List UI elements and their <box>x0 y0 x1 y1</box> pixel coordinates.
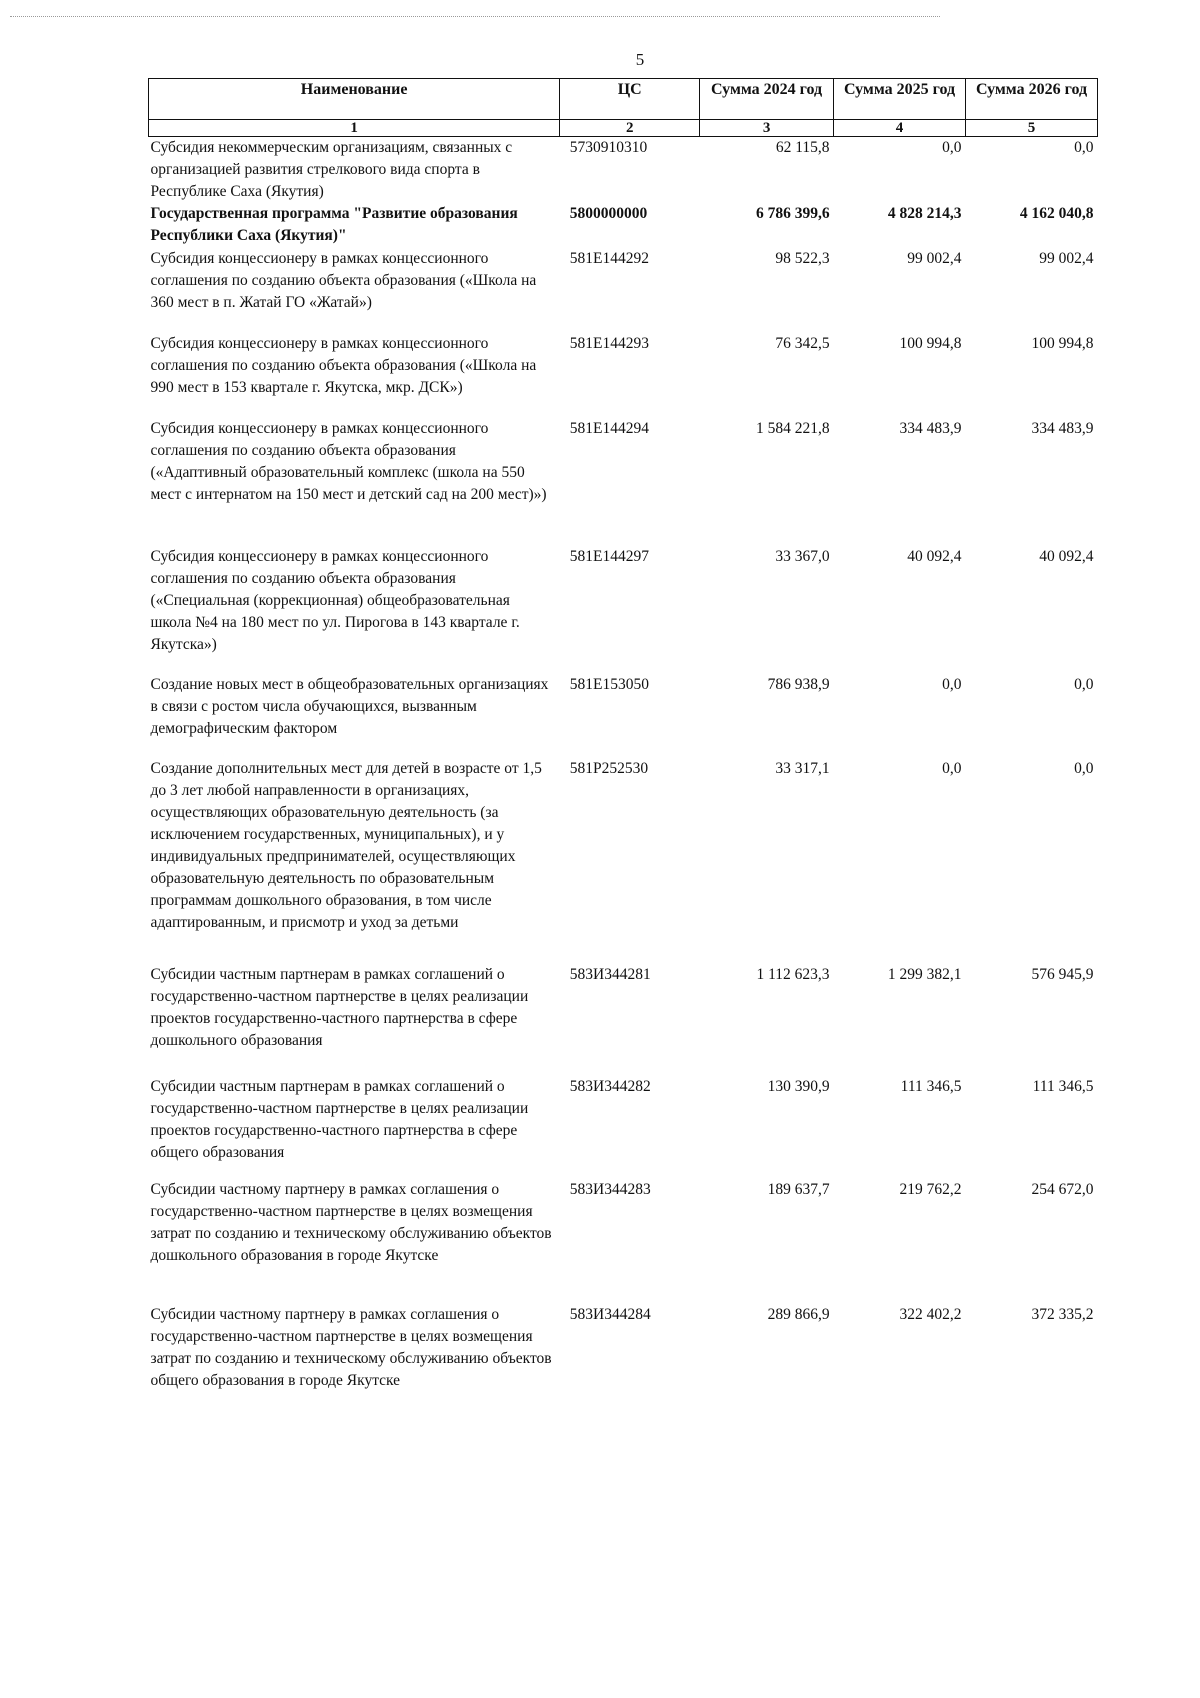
row-name: Субсидии частным партнерам в рамках соглашений о государственно-частном партнерстве в целях реализации проектов государственно-частного партнерства в сфере дошкольного образования <box>150 966 529 1049</box>
table-row <box>149 203 1098 248</box>
row-cs-code: 5730910310 <box>569 139 648 156</box>
row-name: Субсидия концессионеру в рамках концессионного соглашения по созданию объекта образования («Школа на 990 мест в 153 квартале г. Якутска, мкр. ДСК») <box>150 335 537 396</box>
row-name: Государственная программа "Развитие образования Республики Саха (Якутия)" <box>150 205 518 244</box>
header-name: Наименование <box>149 79 560 120</box>
row-cs-code: 583И344281 <box>569 966 651 983</box>
table-row <box>149 418 1098 546</box>
row-sum-2026: 40 092,4 <box>1039 548 1094 565</box>
column-number-row <box>149 120 1098 137</box>
row-sum-2025: 0,0 <box>942 760 962 777</box>
row-cs-code: 581P252530 <box>569 760 649 777</box>
row-sum-2026: 4 162 040,8 <box>1019 205 1094 222</box>
row-sum-2026: 576 945,9 <box>1031 966 1094 983</box>
header-2024: Сумма 2024 год <box>700 79 834 120</box>
row-name: Субсидия некоммерческим организациям, связанных с организацией развития стрелкового вида спорта в Республике Саха (Якутия) <box>150 139 513 200</box>
table-row <box>149 674 1098 758</box>
row-name: Субсидия концессионеру в рамках концессионного соглашения по созданию объекта образования («Специальная (коррекционная) общеобразовательная школа №4 на 180 мест по ул. Пирогова в 143 квартале г. Якутска») <box>150 548 520 653</box>
column-number: 2 <box>560 120 700 137</box>
row-sum-2026: 0,0 <box>1074 760 1094 777</box>
row-sum-2025: 334 483,9 <box>899 420 962 437</box>
row-sum-2026: 0,0 <box>1074 139 1094 156</box>
row-name: Субсидии частному партнеру в рамках соглашения о государственно-частном партнерстве в целях возмещения затрат по созданию и техническому обслуживанию объектов общего образования в городе Якутске <box>150 1306 552 1389</box>
page-number: 5 <box>635 50 645 69</box>
row-sum-2024: 33 367,0 <box>775 548 830 565</box>
table-row <box>149 964 1098 1076</box>
row-cs-code: 583И344283 <box>569 1181 651 1198</box>
row-cs-code: 581E144294 <box>569 420 649 437</box>
table-row <box>149 758 1098 964</box>
table-row <box>149 333 1098 418</box>
row-cs-code: 583И344284 <box>569 1306 651 1323</box>
row-name: Субсидии частным партнерам в рамках соглашений о государственно-частном партнерстве в целях реализации проектов государственно-частного партнерства в сфере общего образования <box>150 1078 529 1161</box>
row-cs-code: 5800000000 <box>569 205 648 222</box>
row-sum-2026: 0,0 <box>1074 676 1094 693</box>
row-name: Субсидия концессионеру в рамках концессионного соглашения по созданию объекта образования («Школа на 360 мест в п. Жатай ГО «Жатай») <box>150 250 537 311</box>
row-sum-2025: 4 828 214,3 <box>887 205 962 222</box>
row-sum-2024: 289 866,9 <box>767 1306 830 1323</box>
row-sum-2024: 62 115,8 <box>775 139 830 156</box>
row-sum-2026: 334 483,9 <box>1031 420 1094 437</box>
row-name: Создание дополнительных мест для детей в возрасте от 1,5 до 3 лет любой направленности в организациях, осуществляющих образовательную деятельность (за исключением государственных, муниципальных), и у индивидуальных предпринимателей, осуществляющих образовательную деятельность по образовательным программам дошкольного образования, в том числе адаптированным, и присмотр и уход за детьми <box>150 760 542 931</box>
row-sum-2024: 1 112 623,3 <box>756 966 830 983</box>
row-sum-2026: 372 335,2 <box>1031 1306 1094 1323</box>
row-cs-code: 581E144292 <box>569 250 649 267</box>
table-row <box>149 1179 1098 1304</box>
table-row <box>149 137 1098 204</box>
column-number: 5 <box>966 120 1098 137</box>
row-sum-2026: 100 994,8 <box>1031 335 1094 352</box>
row-sum-2024: 189 637,7 <box>767 1181 830 1198</box>
row-name: Субсидии частному партнеру в рамках соглашения о государственно-частном партнерстве в целях возмещения затрат по созданию и техническому обслуживанию объектов дошкольного образования в городе Якутске <box>150 1181 552 1264</box>
row-name: Создание новых мест в общеобразовательных организациях в связи с ростом числа обучающихся, вызванным демографическим фактором <box>150 676 549 737</box>
row-sum-2025: 40 092,4 <box>907 548 962 565</box>
row-cs-code: 581E144297 <box>569 548 649 565</box>
row-sum-2025: 219 762,2 <box>899 1181 962 1198</box>
row-sum-2024: 33 317,1 <box>775 760 830 777</box>
table-row <box>149 248 1098 333</box>
budget-table <box>148 78 1098 1424</box>
row-sum-2024: 1 584 221,8 <box>755 420 830 437</box>
table-header-row <box>149 79 1098 120</box>
row-cs-code: 581E144293 <box>569 335 649 352</box>
row-sum-2025: 322 402,2 <box>899 1306 962 1323</box>
scan-artifact-line <box>10 16 940 19</box>
header-cs: ЦС <box>560 79 700 120</box>
table-row <box>149 1304 1098 1424</box>
row-sum-2024: 6 786 399,6 <box>755 205 830 222</box>
row-sum-2025: 0,0 <box>942 139 962 156</box>
table-body <box>149 137 1098 1425</box>
row-name: Субсидия концессионеру в рамках концессионного соглашения по созданию объекта образования («Адаптивный образовательный комплекс (школа на 550 мест с интернатом на 150 мест и детский сад на 200 мест)») <box>150 420 547 503</box>
row-cs-code: 581E153050 <box>569 676 649 693</box>
header-2026: Сумма 2026 год <box>966 79 1098 120</box>
row-sum-2026: 111 346,5 <box>1032 1078 1094 1095</box>
row-sum-2024: 76 342,5 <box>775 335 830 352</box>
row-sum-2024: 786 938,9 <box>767 676 830 693</box>
row-sum-2026: 99 002,4 <box>1039 250 1094 267</box>
row-sum-2025: 99 002,4 <box>907 250 962 267</box>
table-row <box>149 1076 1098 1179</box>
row-sum-2025: 111 346,5 <box>900 1078 962 1095</box>
row-sum-2025: 100 994,8 <box>899 335 962 352</box>
column-number: 4 <box>834 120 966 137</box>
table-row <box>149 546 1098 674</box>
header-2025: Сумма 2025 год <box>834 79 966 120</box>
row-sum-2024: 98 522,3 <box>775 250 830 267</box>
row-sum-2025: 1 299 382,1 <box>887 966 962 983</box>
row-sum-2026: 254 672,0 <box>1031 1181 1094 1198</box>
row-sum-2024: 130 390,9 <box>767 1078 830 1095</box>
column-number: 1 <box>149 120 560 137</box>
column-number: 3 <box>700 120 834 137</box>
row-cs-code: 583И344282 <box>569 1078 651 1095</box>
row-sum-2025: 0,0 <box>942 676 962 693</box>
